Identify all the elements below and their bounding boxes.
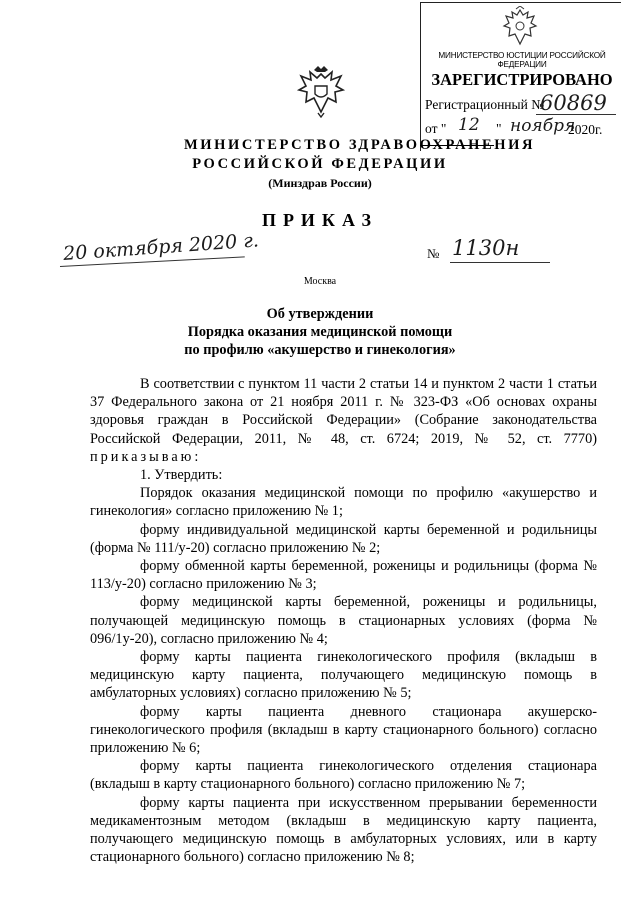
body-paragraph: форму карты пациента дневного стационара акушерско-гинекологического профиля (вкладыш в карту стационарного больного) согласно приложению № 6; [90, 703, 597, 757]
stamp-regno-label: Регистрационный № [425, 97, 545, 112]
document-title [0, 305, 640, 359]
ministry-stamp-line [420, 145, 494, 146]
order-number: 1130н [452, 236, 520, 260]
orders-word: приказываю: [90, 448, 202, 465]
coat-of-arms-icon [296, 64, 346, 118]
body-paragraph: форму карты пациента при искусственном прерывании беременности медикаментозным методом (вкладыш в медицинскую карту пациента, получающего медицинскую помощь в амбулаторных условиях, или в карту стационарного больного) согласно приложению № 8; [90, 794, 597, 866]
order-number-underline [450, 262, 550, 263]
title-line: по профилю «акушерство и гинекология» [184, 342, 456, 358]
stamp-ministry: МИНИСТЕРСТВО ЮСТИЦИИ РОССИЙСКОЙ ФЕДЕРАЦИИ [438, 51, 606, 69]
intro-paragraph [90, 375, 597, 466]
stamp-date-day: 12 [458, 115, 480, 135]
item-heading: 1. Утвердить: [140, 467, 223, 484]
stamp-status: ЗАРЕГИСТРИРОВАНО [431, 70, 613, 89]
order-date: 20 октября 2020 г. [62, 229, 260, 265]
intro-text: В соответствии с пунктом 11 части 2 статьи 14 и пунктом 2 части 1 статьи 37 Федерального закона от 21 ноября 2011 г. № 323-ФЗ «Об основах охраны здоровья граждан в Российской Федерации» (Собрание законодательства Российской Федерации, 2011, № 48, ст. 6724; 2019, № 52, ст. 7770) [90, 376, 597, 447]
stamp-date-prefix: от " [425, 121, 447, 136]
body-paragraph: форму карты пациента гинекологического профиля (вкладыш в медицинскую карту пациента, получающего медицинскую помощь в амбулаторных условиях) согласно приложению № 5; [90, 649, 597, 702]
body-paragraph: Порядок оказания медицинской помощи по профилю «акушерство и гинекология» согласно приложению № 1; [90, 485, 597, 520]
ministry-name-line1: МИНИСТЕРСТВО ЗДРАВООХРАНЕНИЯ [184, 137, 536, 153]
body-paragraph: форму обменной карты беременной, роженицы и родильницы (форма № 113/у-20) согласно приложению № 3; [90, 558, 597, 593]
body-paragraph: форму медицинской карты беременной, роженицы и родильницы, получающей медицинскую помощь в стационарных условиях (форма № 096/1у-20), согласно приложению № 4; [90, 594, 597, 647]
ministry-short-name: (Минздрав России) [268, 176, 372, 190]
stamp-regno-value: 60869 [540, 91, 607, 115]
body-paragraph: форму карты пациента гинекологического отделения стационара (вкладыш в карту стационарного больного) согласно приложению № 7; [90, 758, 597, 793]
city: Москва [303, 276, 337, 287]
order-number-label: № [427, 246, 440, 261]
stamp-date-month: ноября [510, 116, 576, 136]
document-type: ПРИКАЗ [261, 210, 379, 230]
stamp-date-year: 2020г. [568, 122, 603, 137]
stamp-regno-underline [536, 114, 616, 115]
body-paragraph: форму индивидуальной медицинской карты беременной и родильницы (форма № 111/у-20) согласно приложению № 2; [90, 521, 597, 556]
stamp-coat-of-arms-icon [500, 6, 540, 48]
title-line: Об утверждении [266, 306, 374, 322]
title-line: Порядка оказания медицинской помощи [187, 324, 453, 340]
stamp-date-close: " [496, 121, 502, 136]
ministry-name-line2: РОССИЙСКОЙ ФЕДЕРАЦИИ [192, 156, 448, 172]
document-body [90, 375, 597, 866]
